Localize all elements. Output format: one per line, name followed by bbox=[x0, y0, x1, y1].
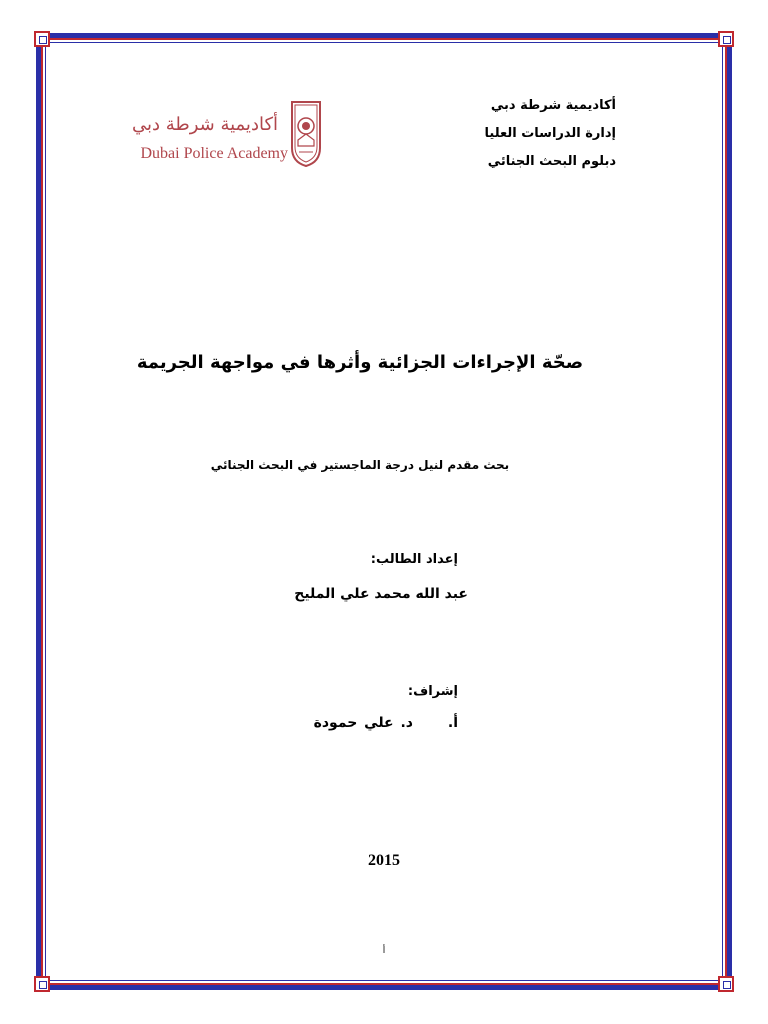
corner-ornament-top-right bbox=[718, 31, 734, 47]
thesis-title: صحّة الإجراءات الجزائية وأثرها في مواجهة الجريمة bbox=[136, 352, 584, 373]
institution-name: أكاديمية شرطة دبي bbox=[490, 98, 616, 113]
corner-ornament-bottom-left bbox=[34, 976, 50, 992]
page-number: أ bbox=[382, 946, 386, 956]
supervisor-name: د. علي حمودة bbox=[313, 715, 413, 731]
dubai-police-academy-logo bbox=[126, 100, 322, 170]
supervisor-title-prefix: أ. bbox=[447, 715, 458, 731]
supervisor-line bbox=[158, 715, 458, 731]
year: 2015 bbox=[368, 852, 400, 869]
institution-header bbox=[416, 92, 616, 176]
program-name: دبلوم البحث الجنائي bbox=[487, 154, 616, 169]
logo-latin-text: Dubai Police Academy bbox=[140, 145, 288, 162]
corner-ornament-top-left bbox=[34, 31, 50, 47]
academy-emblem-icon bbox=[290, 100, 322, 168]
supervisor-label: إشراف: bbox=[407, 684, 458, 699]
corner-ornament-bottom-right bbox=[718, 976, 734, 992]
student-label: إعداد الطالب: bbox=[370, 552, 458, 567]
department-name: إدارة الدراسات العليا bbox=[484, 126, 616, 141]
thesis-subtitle: بحث مقدم لنيل درجة الماجستير في البحث الجنائي bbox=[210, 458, 510, 472]
inner-blue-border bbox=[45, 42, 723, 981]
logo-arabic-text: أكاديمية شرطة دبي bbox=[131, 114, 279, 135]
student-name: عبد الله محمد علي المليح bbox=[294, 586, 468, 602]
